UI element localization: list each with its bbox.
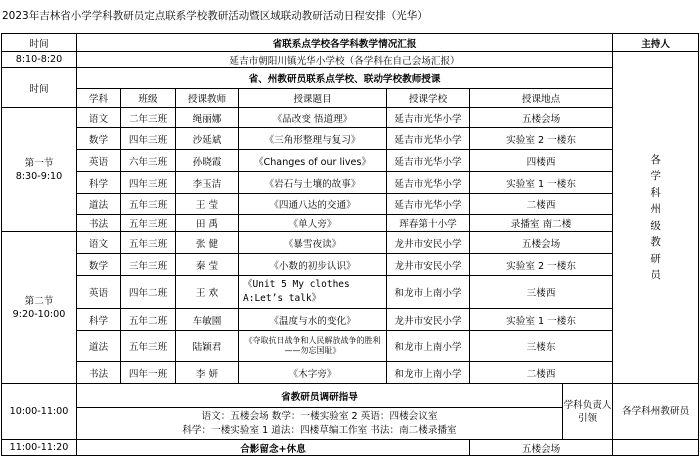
table-row (2, 232, 699, 254)
period2-time: 9:20-10:00 (12, 308, 66, 320)
col-teacher: 授课教师 (176, 89, 239, 108)
cell-subject: 书法 (77, 215, 121, 232)
cell-grade: 四年二班 (121, 276, 176, 309)
cell-topic: 《岩石与土壤的故事》 (239, 172, 387, 194)
cell-subject: 数学 (77, 254, 121, 276)
col-topic: 授课题目 (239, 89, 387, 108)
cell-teacher: 李 妍 (176, 362, 239, 384)
host-header: 主持人 (613, 34, 699, 52)
section4-host (613, 440, 699, 456)
cell-place: 录播室 南二楼 (470, 215, 613, 232)
cell-subject: 英语 (77, 276, 121, 309)
cell-topic: 《温度与水的变化》 (239, 309, 387, 331)
section3-time: 10:00-11:00 (2, 384, 77, 440)
cell-school: 延吉市光华小学 (387, 194, 470, 215)
cell-grade: 五年二班 (121, 309, 176, 331)
section3-detail (77, 408, 563, 440)
cell-teacher: 陆颖君 (176, 331, 239, 362)
cell-teacher: 秦 莹 (176, 254, 239, 276)
host-middle: 各学科州级教研员 (650, 153, 661, 281)
cell-topic: 《品改变 悟道理》 (239, 108, 387, 128)
col-place: 授课地点 (470, 89, 613, 108)
cell-place: 实验室 1 一楼东 (470, 309, 613, 331)
col-subject: 学科 (77, 89, 121, 108)
cell-teacher: 李玉洁 (176, 172, 239, 194)
section3-heading-row (2, 384, 699, 408)
cell-school: 和龙市上南小学 (387, 331, 470, 362)
cell-place: 四楼西 (470, 150, 613, 172)
section4-time: 11:00-11:20 (2, 440, 77, 456)
cell-teacher: 绳丽娜 (176, 108, 239, 128)
cell-teacher: 孙晓霞 (176, 150, 239, 172)
cell-grade: 三年三班 (121, 254, 176, 276)
cell-subject: 语文 (77, 108, 121, 128)
cell-place: 实验室 2 一楼东 (470, 128, 613, 150)
cell-place: 实验室 2 一楼东 (470, 254, 613, 276)
section1-detail: 延吉市朝阳川镇光华小学校（各学科在自己会场汇报） (77, 52, 613, 68)
cell-school: 延吉市光华小学 (387, 150, 470, 172)
cell-subject: 语文 (77, 232, 121, 254)
section4-activity: 合影留念+休息 (77, 440, 470, 456)
period2-name: 第二节 (24, 295, 54, 307)
table-row (2, 215, 699, 232)
cell-subject: 数学 (77, 128, 121, 150)
table-row (2, 276, 699, 309)
cell-grade: 五年三班 (121, 331, 176, 362)
period2-cell (2, 232, 77, 384)
cell-place: 五楼会场 (470, 232, 613, 254)
cell-school: 和龙市上南小学 (387, 362, 470, 384)
cell-school: 延吉市光华小学 (387, 108, 470, 128)
col-school: 授课学校 (387, 89, 470, 108)
cell-grade: 五年三班 (121, 194, 176, 215)
section2-heading: 省、州教研员联系点学校、联动学校教师授课 (77, 68, 613, 89)
table-row (2, 194, 699, 215)
schedule-table (1, 33, 699, 456)
cell-topic: 《三角形整理与复习》 (239, 128, 387, 150)
cell-teacher: 王 欢 (176, 276, 239, 309)
cell-teacher: 田 禹 (176, 215, 239, 232)
cell-place: 二楼西 (470, 194, 613, 215)
table-row (2, 309, 699, 331)
column-header-row (2, 89, 699, 108)
section1-row (2, 52, 699, 68)
host-middle-cell (613, 52, 699, 384)
cell-place: 五楼会场 (470, 108, 613, 128)
cell-place: 二楼西 (470, 362, 613, 384)
section3-heading: 省教研员调研指导 (77, 384, 563, 408)
table-row (2, 331, 699, 362)
table-row (2, 362, 699, 384)
table-row (2, 128, 699, 150)
cell-subject: 科学 (77, 309, 121, 331)
cell-school: 龙井市安民小学 (387, 309, 470, 331)
cell-school: 珲春第十小学 (387, 215, 470, 232)
cell-topic: 《夺取抗日战争和人民解放战争的胜利——勿忘国耻》 (239, 331, 387, 362)
cell-topic: 《小数的初步认识》 (239, 254, 387, 276)
cell-grade: 五年三班 (121, 215, 176, 232)
cell-topic: 《四通八达的交通》 (239, 194, 387, 215)
cell-grade: 五年三班 (121, 232, 176, 254)
cell-topic: 《Changes of our lives》 (239, 150, 387, 172)
cell-school: 和龙市上南小学 (387, 276, 470, 309)
cell-school: 延吉市光华小学 (387, 128, 470, 150)
section3-host-b: 各学科州教研员 (613, 384, 699, 440)
table-row (2, 172, 699, 194)
cell-place: 三楼东 (470, 331, 613, 362)
cell-teacher: 车敏園 (176, 309, 239, 331)
cell-school: 龙井市安民小学 (387, 232, 470, 254)
cell-grade: 四年一班 (121, 362, 176, 384)
cell-topic: 《Unit 5 My clothes A:Let’s talk》 (239, 276, 387, 309)
section3-line1: 语文：五楼会场 数学：一楼实验室 2 英语：四楼会议室 (201, 410, 438, 422)
cell-teacher: 王 莹 (176, 194, 239, 215)
cell-school: 龙井市安民小学 (387, 254, 470, 276)
period1-name: 第一节 (24, 157, 54, 169)
section4-row (2, 440, 699, 456)
cell-grade: 二年三班 (121, 108, 176, 128)
cell-place: 实验室 1 一楼东 (470, 172, 613, 194)
cell-subject: 英语 (77, 150, 121, 172)
cell-topic: 《木字旁》 (239, 362, 387, 384)
section1-time: 8:10-8:20 (2, 52, 77, 68)
section1-heading: 省联系点学校各学科教学情况汇报 (77, 34, 613, 52)
cell-subject: 书法 (77, 362, 121, 384)
time-header: 时间 (2, 34, 77, 52)
cell-grade: 六年三班 (121, 150, 176, 172)
cell-subject: 科学 (77, 172, 121, 194)
section3-host-a: 学科负责人引领 (563, 384, 613, 440)
page-title: 2023年吉林省小学学科教研员定点联系学校教研活动暨区域联动教研活动日程安排（光华） (2, 10, 428, 22)
cell-subject: 道法 (77, 331, 121, 362)
cell-subject: 道法 (77, 194, 121, 215)
table-row (2, 108, 699, 128)
period1-time: 8:30-9:10 (15, 170, 63, 182)
cell-teacher: 沙延斌 (176, 128, 239, 150)
header-row (2, 34, 699, 52)
section4-place: 五楼会场 (470, 440, 613, 456)
section2-time-header: 时间 (2, 68, 77, 108)
section3-line2: 科学：一楼实验室 1 道法：四楼草编工作室 书法：南二楼录播室 (182, 424, 457, 436)
cell-topic: 《暴雪夜读》 (239, 232, 387, 254)
table-row (2, 150, 699, 172)
cell-topic: 《单人旁》 (239, 215, 387, 232)
cell-school: 延吉市光华小学 (387, 172, 470, 194)
section2-heading-row (2, 68, 699, 89)
cell-place: 三楼西 (470, 276, 613, 309)
period1-cell (2, 108, 77, 232)
table-row (2, 254, 699, 276)
cell-teacher: 张 健 (176, 232, 239, 254)
col-grade: 班级 (121, 89, 176, 108)
cell-grade: 四年三班 (121, 128, 176, 150)
cell-grade: 四年三班 (121, 172, 176, 194)
